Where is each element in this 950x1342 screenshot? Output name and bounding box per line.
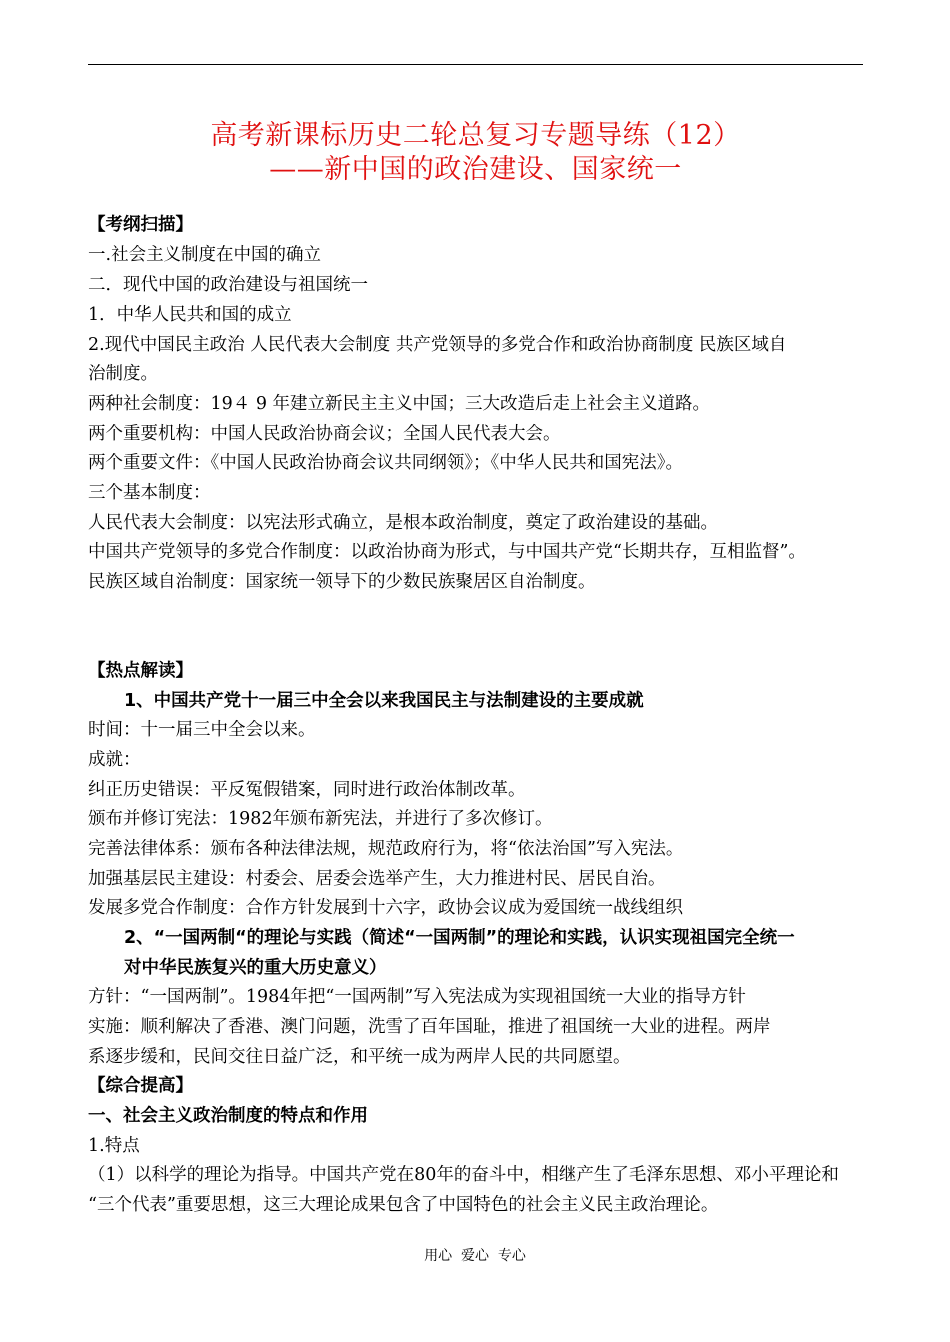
improvement-line: 1.特点 xyxy=(88,1136,140,1156)
hotspot-line: 加强基层民主建设：村委会、居委会选举产生，大力推进村民、居民自治。 xyxy=(88,869,666,889)
syllabus-line: 二．现代中国的政治建设与祖国统一 xyxy=(88,275,368,295)
hotspot-line: 纠正历史错误：平反冤假错案，同时进行政治体制改革。 xyxy=(88,780,526,800)
syllabus-line: 三个基本制度： xyxy=(88,483,211,503)
hotspot-line: 系逐步缓和，民间交往日益广泛，和平统一成为两岸人民的共同愿望。 xyxy=(88,1047,631,1067)
hotspot-line: 完善法律体系：颁布各种法律法规，规范政府行为，将“依法治国”写入宪法。 xyxy=(88,839,684,859)
improvement-line: “三个代表”重要思想，这三大理论成果包含了中国特色的社会主义民主政治理论。 xyxy=(88,1195,719,1215)
syllabus-line: 民族区域自治制度：国家统一领导下的少数民族聚居区自治制度。 xyxy=(88,572,596,592)
hotspot-line: 实施：顺利解决了香港、澳门问题，洗雪了百年国耻，推进了祖国统一大业的进程。两岸 xyxy=(88,1017,771,1037)
page-footer: 用心 爱心 专心 xyxy=(424,1248,526,1264)
header-rule xyxy=(88,64,863,65)
syllabus-line: 中国共产党领导的多党合作制度：以政治协商为形式，与中国共产党“长期共存，互相监督”。 xyxy=(88,542,806,562)
hotspot-line: 时间：十一届三中全会以来。 xyxy=(88,720,316,740)
section-heading-syllabus: 【考纲扫描】 xyxy=(88,215,193,235)
hotspot-line: 方针：“一国两制”。1984年把“一国两制”写入宪法成为实现祖国统一大业的指导方针 xyxy=(88,987,746,1007)
section-heading-hotspots: 【热点解读】 xyxy=(88,661,193,681)
hotspot-line: 发展多党合作制度：合作方针发展到十六字，政协会议成为爱国统一战线组织 xyxy=(88,898,683,918)
improvement-line: （1）以科学的理论为指导。中国共产党在80年的奋斗中，相继产生了毛泽东思想、邓小平理论和 xyxy=(88,1165,839,1185)
hotspot-line: 成就： xyxy=(88,750,141,770)
doc-title-line1: 高考新课标历史二轮总复习专题导练（12） xyxy=(210,120,741,151)
hotspot-line: 颁布并修订宪法：1982年颁布新宪法，并进行了多次修订。 xyxy=(88,809,553,829)
syllabus-line: 两个重要文件：《中国人民政治协商会议共同纲领》；《中华人民共和国宪法》。 xyxy=(88,453,683,473)
section-heading-improvement: 【综合提高】 xyxy=(88,1076,193,1096)
syllabus-line: 两个重要机构：中国人民政治协商会议；全国人民代表大会。 xyxy=(88,424,561,444)
syllabus-line: 治制度。 xyxy=(88,364,158,384)
hotspot-point2-title-cont: 对中华民族复兴的重大历史意义） xyxy=(124,958,387,978)
syllabus-line: 2.现代中国民主政治 人民代表大会制度 共产党领导的多党合作和政治协商制度 民族区域自 xyxy=(88,335,787,355)
improvement-subheading: 一、社会主义政治制度的特点和作用 xyxy=(88,1106,368,1126)
syllabus-line: 人民代表大会制度：以宪法形式确立，是根本政治制度，奠定了政治建设的基础。 xyxy=(88,513,718,533)
doc-title-line2: ——新中国的政治建设、国家统一 xyxy=(269,154,682,185)
hotspot-point2-title: 2、“一国两制“的理论与实践（简述“一国两制”的理论和实践，认识实现祖国完全统一 xyxy=(124,928,795,948)
hotspot-point1-title: 1、中国共产党十一届三中全会以来我国民主与法制建设的主要成就 xyxy=(124,691,644,711)
syllabus-line: 两种社会制度：19４ 9 年建立新民主主义中国；三大改造后走上社会主义道路。 xyxy=(88,394,711,414)
syllabus-line: 一.社会主义制度在中国的确立 xyxy=(88,245,322,265)
syllabus-line: 1．中华人民共和国的成立 xyxy=(88,305,292,325)
